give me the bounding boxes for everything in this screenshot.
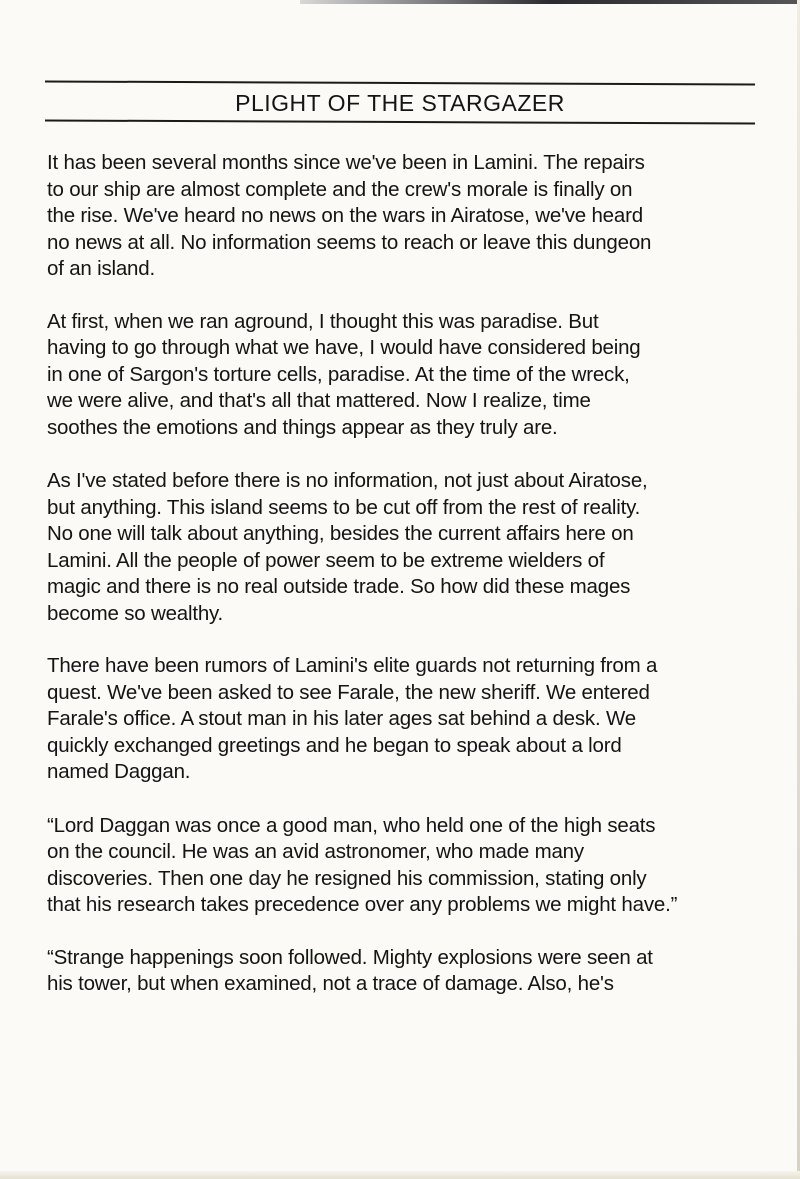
text-line: his tower, but when examined, not a trace of damage. Also, he's <box>47 972 614 995</box>
text-line: “Strange happenings soon followed. Mighty explosions were seen at <box>47 945 653 969</box>
text-line: of an island. <box>47 257 155 280</box>
text-line: discoveries. Then one day he resigned his commission, stating only <box>47 866 647 890</box>
text-line: that his research takes precedence over any problems we might have.” <box>47 893 678 916</box>
text-line: magic and there is no real outside trade. So how did these mages <box>47 575 631 598</box>
text-line: named Daggan. <box>47 760 191 783</box>
text-line: soothes the emotions and things appear as they truly are. <box>47 415 558 439</box>
page-title: PLIGHT OF THE STARGAZER <box>235 90 565 116</box>
paragraph <box>47 150 777 283</box>
paragraph <box>47 653 777 786</box>
text-line: we were alive, and that's all that mattered. Now I realize, time <box>47 389 591 412</box>
title-top-rule <box>45 80 755 85</box>
text-line: having to go through what we have, I would have considered being <box>47 336 641 359</box>
text-line: “Lord Daggan was once a good man, who held one of the high seats <box>47 813 656 837</box>
text-line: As I've stated before there is no information, not just about Airatose, <box>47 469 648 492</box>
page-top-edge <box>300 0 800 4</box>
text-line: no news at all. No information seems to reach or leave this dungeon <box>47 230 652 254</box>
paragraph <box>47 945 777 998</box>
paragraph <box>47 309 777 442</box>
text-line: on the council. He was an avid astronomer, who made many <box>47 840 584 863</box>
text-line: No one will talk about anything, besides the current affairs here on <box>47 522 634 545</box>
text-line: to our ship are almost complete and the crew's morale is finally on <box>47 177 633 201</box>
text-line: become so wealthy. <box>47 601 224 625</box>
paragraph <box>47 813 777 919</box>
page-bottom-edge <box>0 1171 800 1179</box>
paragraph <box>47 468 777 627</box>
text-line: At first, when we ran aground, I thought this was paradise. But <box>47 309 599 333</box>
text-line: quest. We've been asked to see Farale, the new sheriff. We entered <box>47 680 650 704</box>
text-line: but anything. This island seems to be cut off from the rest of reality. <box>47 495 641 519</box>
text-line: in one of Sargon's torture cells, paradise. At the time of the wreck, <box>47 362 630 386</box>
text-line: Farale's office. A stout man in his later ages sat behind a desk. We <box>47 707 636 730</box>
document-body <box>47 150 777 1023</box>
text-line: There have been rumors of Lamini's elite guards not returning from a <box>47 654 658 677</box>
title-banner <box>45 74 755 124</box>
title-bottom-rule <box>45 119 755 124</box>
text-line: the rise. We've heard no news on the wars in Airatose, we've heard <box>47 204 643 227</box>
text-line: Lamini. All the people of power seem to be extreme wielders of <box>47 548 605 572</box>
text-line: It has been several months since we've been in Lamini. The repairs <box>47 151 645 174</box>
text-line: quickly exchanged greetings and he began to speak about a lord <box>47 733 622 757</box>
